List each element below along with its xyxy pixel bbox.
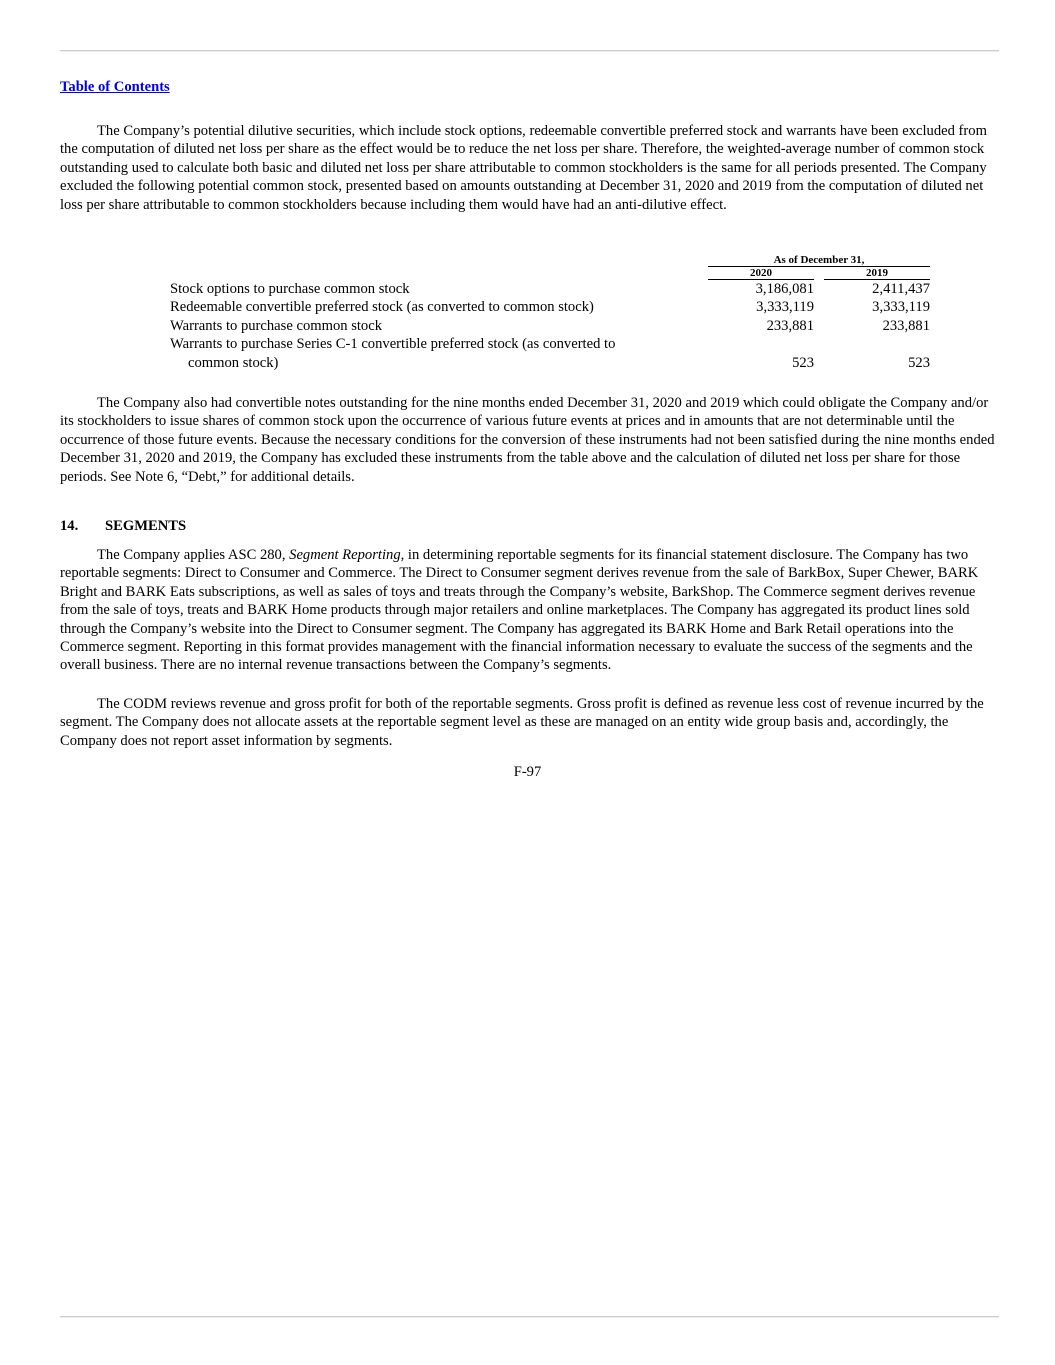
value-2020: 523 bbox=[792, 354, 814, 371]
row-label-continued: common stock) bbox=[188, 354, 279, 371]
emphasis-text: Segment Reporting bbox=[289, 547, 401, 563]
bottom-divider bbox=[60, 1316, 999, 1317]
value-2020: 3,333,119 bbox=[756, 299, 814, 316]
column-header-2019: 2019 bbox=[824, 267, 930, 280]
row-label: Warrants to purchase Series C-1 convertible preferred stock (as converted to bbox=[170, 336, 616, 353]
convertible-notes-paragraph: The Company also had convertible notes outstanding for the nine months ended December 31, 2020 and 2019 which could obligate the Company and/or its stockholders to issue shares of common stock upon the occurrence of various future events at prices and in amounts that are not determinable until the occurrence of those future events. Because the necessary conditions for the conversion of these instruments had not been satisfied during the nine months ended December 31, 2020 and 2019, the Company has excluded these instruments from the table above and the calculation of diluted net loss per share for those periods. See Note 6, “Debt,” for additional details. bbox=[60, 395, 995, 485]
section-title: SEGMENTS bbox=[105, 518, 187, 534]
section-heading bbox=[60, 517, 186, 535]
row-label: Redeemable convertible preferred stock (as converted to common stock) bbox=[170, 299, 594, 316]
antidilutive-securities-table bbox=[170, 254, 930, 372]
text: , in determining reportable segments for its financial statement disclosure. The Company has two reportable segments: Direct to Consumer and Commerce. The Direct to Consumer segment derives revenue from the sale of BarkBox, Super Chewer, BARK Bright and BARK Eats subscriptions, as well as sales of toys and treats through the Company’s website, BarkShop. The Commerce segment derives revenue from the sale of toys, treats and BARK Home products through major retailers and online marketplaces. The Company has aggregated its product lines sold through the Company’s website into the Direct to Consumer segment. The Company has aggregated its BARK Home and Bark Retail operations into the Commerce segment. Reporting in this format provides management with the financial information necessary to evaluate the success of the segments and the overall business. There are no internal revenue transactions between the Company’s segments. bbox=[60, 547, 979, 674]
group-header: As of December 31, bbox=[708, 254, 930, 267]
value-2020: 233,881 bbox=[766, 317, 814, 334]
table-row bbox=[170, 280, 930, 299]
value-2019: 523 bbox=[908, 354, 930, 371]
row-label: Warrants to purchase common stock bbox=[170, 317, 382, 334]
dilutive-securities-paragraph: The Company’s potential dilutive securities, which include stock options, redeemable convertible preferred stock and warrants have been excluded from the computation of diluted net loss per share as the effect would be to reduce the net loss per share. Therefore, the weighted-average number of common stock outstanding used to calculate both basic and diluted net loss per share attributable to common stockholders is the same for all periods presented. The Company excluded the following potential common stock, presented based on amounts outstanding at December 31, 2020 and 2019 from the computation of diluted net loss per share attributable to common stockholders because including them would have had an anti-dilutive effect. bbox=[60, 123, 987, 213]
top-divider bbox=[60, 50, 999, 51]
table-row bbox=[170, 317, 930, 335]
table-of-contents-link[interactable]: Table of Contents bbox=[60, 79, 170, 95]
table-row bbox=[170, 298, 930, 316]
value-2019: 3,333,119 bbox=[872, 299, 930, 316]
text: The Company applies ASC 280, bbox=[97, 547, 290, 563]
section-number: 14. bbox=[60, 518, 79, 534]
value-2019: 233,881 bbox=[882, 317, 930, 334]
codm-paragraph: The CODM reviews revenue and gross profit for both of the reportable segments. Gross profit is defined as revenue less cost of revenue incurred by the segment. The Company does not allocate assets at the reportable segment level as these are managed on an entity wide group basis and, accordingly, the Company does not report asset information by segments. bbox=[60, 696, 984, 749]
page-number: F-97 bbox=[513, 764, 542, 780]
value-2019: 2,411,437 bbox=[872, 281, 930, 297]
table-row bbox=[170, 335, 930, 353]
segments-paragraph bbox=[60, 546, 1000, 675]
table-row-continued bbox=[170, 354, 930, 372]
column-header-2020: 2020 bbox=[708, 267, 814, 280]
value-2020: 3,186,081 bbox=[755, 281, 814, 297]
row-label: Stock options to purchase common stock bbox=[170, 281, 410, 297]
